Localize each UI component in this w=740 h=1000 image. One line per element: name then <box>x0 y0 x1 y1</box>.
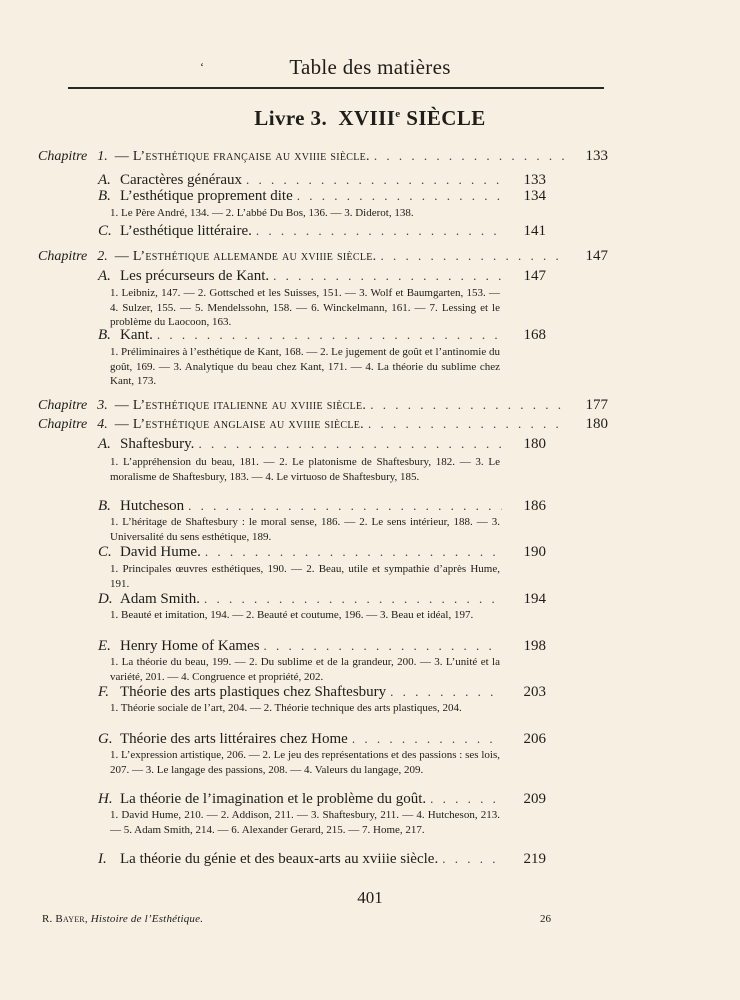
chapter-label <box>38 249 376 265</box>
toc-subsection-list: 1. Le Père André, 134. — 2. L’abbé Du Bos, 136. — 3. Diderot, 138. <box>110 207 414 219</box>
dot-leader <box>204 591 502 607</box>
section-letter: D. <box>98 591 113 607</box>
toc-section-row <box>98 731 546 748</box>
section-label <box>98 638 260 655</box>
chapter-page: 177 <box>585 397 608 413</box>
toc-section-row <box>98 591 546 608</box>
chapter-label <box>38 398 366 414</box>
section-title: L’esthétique proprement dite <box>120 188 293 204</box>
section-page: 194 <box>523 591 546 607</box>
section-page: 198 <box>523 638 546 654</box>
section-title: Théorie des arts plastiques chez Shaftesbury <box>120 684 387 700</box>
chapter-word: Chapitre <box>38 149 88 164</box>
dot-leader <box>273 268 502 284</box>
dot-leader <box>430 791 502 807</box>
printer-signature-author <box>42 913 203 925</box>
section-label <box>98 268 269 285</box>
section-letter: B. <box>98 327 111 343</box>
section-title: Shaftesbury. <box>120 436 195 452</box>
section-letter: I. <box>98 851 107 867</box>
dot-leader <box>380 248 564 264</box>
section-letter: F. <box>98 684 109 700</box>
chapter-title: — L’esthétique italienne au xviiie siècle. <box>114 398 367 413</box>
section-page: 147 <box>523 268 546 284</box>
book-title <box>0 106 740 131</box>
chapter-label <box>38 417 364 433</box>
section-page: 203 <box>523 684 546 700</box>
section-label <box>98 172 242 189</box>
dot-leader <box>256 223 502 239</box>
section-title: Théorie des arts littéraires chez Home <box>120 731 348 747</box>
section-page: 186 <box>523 498 546 514</box>
toc-section-row <box>98 268 546 285</box>
toc-subsection-list: 1. Beauté et imitation, 194. — 2. Beauté et coutume, 196. — 3. Beau et idéal, 197. <box>110 609 474 621</box>
section-label <box>98 731 348 748</box>
dot-leader <box>370 397 564 413</box>
signature-work: Histoire de l’Esthétique. <box>90 913 204 925</box>
chapter-title: — L’esthétique anglaise au xviiie siècle. <box>114 417 364 432</box>
section-page: 180 <box>523 436 546 452</box>
dot-leader <box>374 148 564 164</box>
dot-leader <box>205 544 502 560</box>
toc-section-row <box>98 851 546 868</box>
dot-leader <box>264 638 502 654</box>
section-label <box>98 851 438 868</box>
toc-section-row <box>98 684 546 701</box>
toc-section-row <box>98 223 546 240</box>
toc-chapter-row <box>38 416 608 433</box>
dot-leader <box>198 436 502 452</box>
chapter-word: Chapitre <box>38 417 88 432</box>
toc-chapter-row <box>38 148 608 165</box>
section-label <box>98 188 293 205</box>
toc-subsection-list: 1. Principales œuvres esthétiques, 190. — 2. Beau, utile et sympathie d’après Hume, 191. <box>110 563 500 590</box>
dot-leader <box>188 498 502 514</box>
section-page: 168 <box>523 327 546 343</box>
dot-leader <box>352 731 502 747</box>
page-header-mark: ‘ <box>200 60 204 74</box>
section-label <box>98 498 184 515</box>
section-page: 134 <box>523 188 546 204</box>
section-label <box>98 223 252 240</box>
dot-leader <box>157 327 502 343</box>
section-letter: C. <box>98 223 112 239</box>
dot-leader <box>246 172 502 188</box>
section-title: Henry Home of Kames <box>120 638 260 654</box>
section-letter: E. <box>98 638 111 654</box>
dot-leader <box>442 851 502 867</box>
section-letter: B. <box>98 188 111 204</box>
section-title: La théorie du génie et des beaux-arts au xviiie siècle. <box>120 851 439 867</box>
chapter-number: 4. <box>97 417 108 432</box>
toc-subsection-list: 1. Leibniz, 147. — 2. Gottsched et les Suisses, 151. — 3. Wolf et Baumgarten, 153. — 4. Sulzer, 155. — 5. Mendelssohn, 158. — 6. Winckelmann, 161. — 7. Lessing et le problème du Laocoon, 163. <box>110 287 500 328</box>
section-letter: C. <box>98 544 112 560</box>
toc-subsection-list: 1. Théorie sociale de l’art, 204. — 2. Théorie technique des arts plastiques, 204. <box>110 702 462 714</box>
section-letter: G. <box>98 731 113 747</box>
chapter-number: 2. <box>97 249 108 264</box>
section-page: 209 <box>523 791 546 807</box>
section-title: La théorie de l’imagination et le problème du goût. <box>120 791 427 807</box>
toc-section-row <box>98 498 546 515</box>
page-folio: 401 <box>357 888 383 907</box>
toc-subsection-list: 1. L’appréhension du beau, 181. — 2. Le platonisme de Shaftesbury, 182. — 3. Le moralisme de Shaftesbury, 183. — 4. Le virtuoso de Shaftesbury, 185. <box>110 456 500 483</box>
chapter-page: 147 <box>585 248 608 264</box>
section-title: David Hume. <box>120 544 201 560</box>
book-century-sup: e <box>395 108 401 120</box>
section-title: L’esthétique littéraire. <box>120 223 252 239</box>
dot-leader <box>368 416 564 432</box>
section-page: 219 <box>523 851 546 867</box>
toc-section-row <box>98 172 546 189</box>
chapter-word: Chapitre <box>38 249 88 264</box>
chapter-number: 3. <box>97 398 108 413</box>
section-page: 206 <box>523 731 546 747</box>
toc-chapter-row <box>38 397 608 414</box>
toc-subsection-list: 1. L’héritage de Shaftesbury : le moral sense, 186. — 2. Le sens intérieur, 188. — 3. Universalité du sens esthétique, 189. <box>110 516 500 543</box>
section-label <box>98 684 386 701</box>
toc-chapter-row <box>38 248 608 265</box>
book-century: XVIII <box>338 106 396 130</box>
chapter-title: — L’esthétique française au xviiie siècle. <box>114 149 370 164</box>
section-title: Caractères généraux <box>120 172 243 188</box>
section-page: 190 <box>523 544 546 560</box>
toc-subsection-list: 1. La théorie du beau, 199. — 2. Du sublime et de la grandeur, 200. — 3. L’unité et la variété, 201. — 4. Congruence et propriété, 202. <box>110 656 500 683</box>
toc-subsection-list: 1. L’expression artistique, 206. — 2. Le jeu des représentations et des passions : ses lois, 207. — 3. Le langage des passions, 208. — 4. Valeurs du langage, 209. <box>110 749 500 776</box>
section-title: Kant. <box>120 327 153 343</box>
toc-section-row <box>98 791 546 808</box>
section-letter: H. <box>98 791 113 807</box>
toc-subsection-list: 1. Préliminaires à l’esthétique de Kant, 168. — 2. Le jugement de goût et l’antinomie du goût, 169. — 3. Analytique du beau chez Kant, 171. — 4. La théorie du sublime chez Kant, 173. <box>110 346 500 387</box>
section-letter: A. <box>98 172 111 188</box>
section-label <box>98 591 200 608</box>
section-title: Les précurseurs de Kant. <box>120 268 270 284</box>
dot-leader <box>390 684 502 700</box>
toc-section-row <box>98 327 546 344</box>
section-page: 133 <box>523 172 546 188</box>
toc-section-row <box>98 544 546 561</box>
chapter-page: 180 <box>585 416 608 432</box>
chapter-page: 133 <box>585 148 608 164</box>
section-title: Adam Smith. <box>120 591 201 607</box>
signature-author: R. Bayer, <box>42 913 88 925</box>
toc-section-row <box>98 638 546 655</box>
chapter-title: — L’esthétique allemande au xviiie siècle. <box>114 249 377 264</box>
header-rule <box>68 87 604 89</box>
section-page: 141 <box>523 223 546 239</box>
toc-section-row <box>98 436 546 453</box>
book-prefix: Livre 3. <box>254 106 328 130</box>
section-letter: A. <box>98 436 111 452</box>
section-letter: B. <box>98 498 111 514</box>
section-letter: A. <box>98 268 111 284</box>
page-header-title: Table des matières <box>289 55 451 79</box>
printer-signature-number: 26 <box>540 913 551 925</box>
chapter-word: Chapitre <box>38 398 88 413</box>
dot-leader <box>297 188 502 204</box>
chapter-number: 1. <box>97 149 108 164</box>
section-title: Hutcheson <box>120 498 185 514</box>
section-label <box>98 791 426 808</box>
section-label <box>98 436 194 453</box>
section-label <box>98 544 201 561</box>
section-label <box>98 327 153 344</box>
book-word: SIÈCLE <box>406 106 486 130</box>
toc-section-row <box>98 188 546 205</box>
toc-subsection-list: 1. David Hume, 210. — 2. Addison, 211. — 3. Shaftesbury, 211. — 4. Hutcheson, 213. — 5. Adam Smith, 214. — 6. Alexander Gerard, 215. — 7. Home, 217. <box>110 809 500 836</box>
chapter-label <box>38 149 370 165</box>
